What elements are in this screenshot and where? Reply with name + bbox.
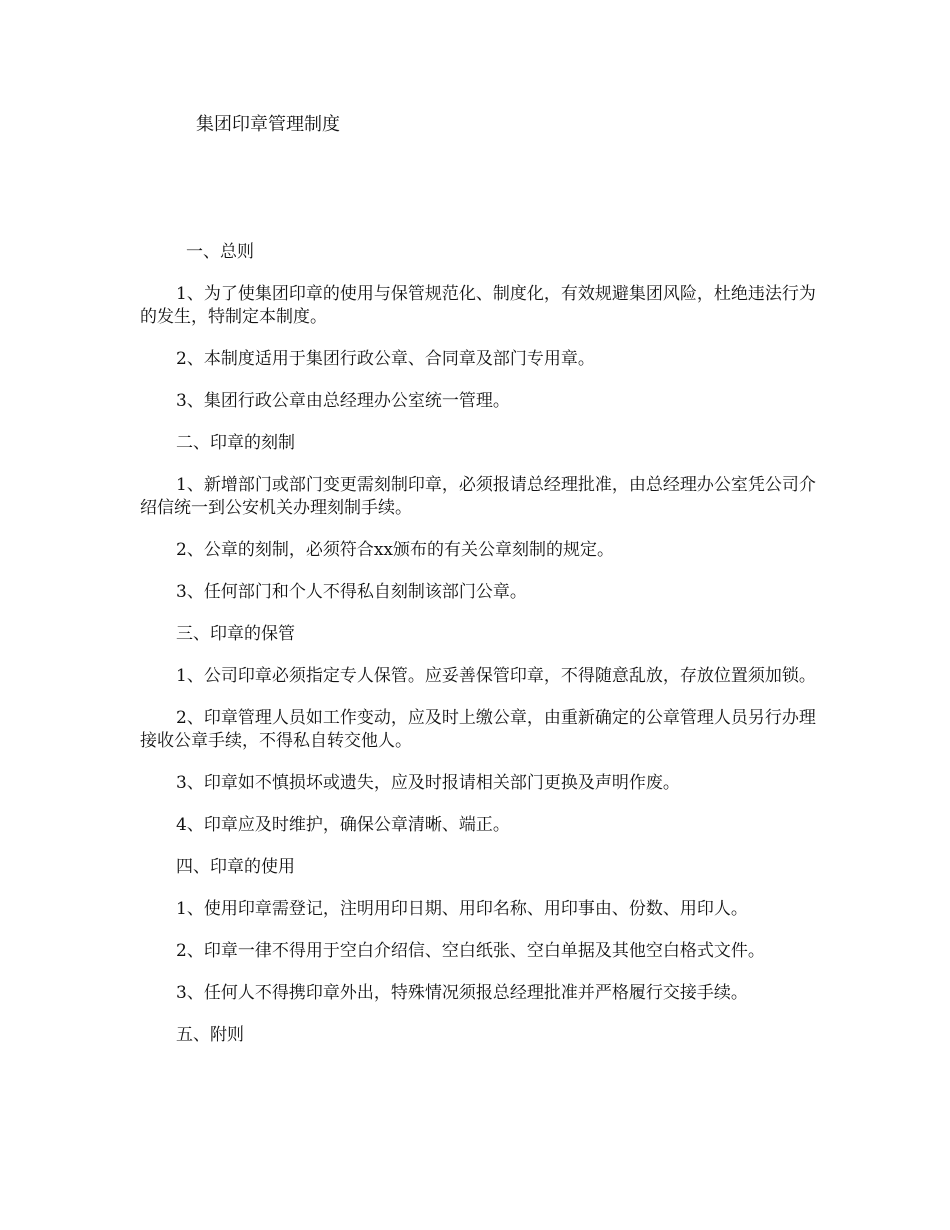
paragraph: 1、使用印章需登记，注明用印日期、用印名称、用印事由、份数、用印人。 (176, 899, 748, 919)
paragraph: 1、新增部门或部门变更需刻制印章，必须报请总经理批准，由总经理办公室凭公司介绍信统一到公安机关办理刻制手续。 (140, 475, 816, 518)
document-body (140, 283, 820, 1066)
paragraph: 2、本制度适用于集团行政公章、合同章及部门专用章。 (176, 349, 595, 369)
paragraph: 3、任何部门和个人不得私自刻制该部门公章。 (176, 582, 527, 602)
paragraph: 1、为了使集团印章的使用与保管规范化、制度化，有效规避集团风险，杜绝违法行为的发生，特制定本制度。 (140, 284, 816, 327)
paragraph: 1、公司印章必须指定专人保管。应妥善保管印章，不得随意乱放，存放位置须加锁。 (176, 666, 816, 686)
document-title: 集团印章管理制度 (196, 114, 340, 135)
section-heading: 五、附则 (176, 1025, 244, 1045)
paragraph: 2、公章的刻制，必须符合xx颁布的有关公章刻制的规定。 (176, 540, 614, 560)
section-heading: 二、印章的刻制 (176, 433, 295, 453)
paragraph: 2、印章一律不得用于空白介绍信、空白纸张、空白单据及其他空白格式文件。 (176, 941, 765, 961)
paragraph: 2、印章管理人员如工作变动，应及时上缴公章，由重新确定的公章管理人员另行办理接收公章手续，不得私自转交他人。 (140, 708, 816, 751)
paragraph: 3、任何人不得携印章外出，特殊情况须报总经理批准并严格履行交接手续。 (176, 983, 748, 1003)
paragraph: 3、印章如不慎损坏或遗失，应及时报请相关部门更换及声明作废。 (176, 773, 680, 793)
section-heading: 三、印章的保管 (176, 624, 295, 644)
paragraph: 4、印章应及时维护，确保公章清晰、端正。 (176, 815, 510, 835)
section-heading: 四、印章的使用 (176, 857, 295, 877)
paragraph: 3、集团行政公章由总经理办公室统一管理。 (176, 391, 510, 411)
section-heading-general: 一、总则 (186, 242, 254, 262)
